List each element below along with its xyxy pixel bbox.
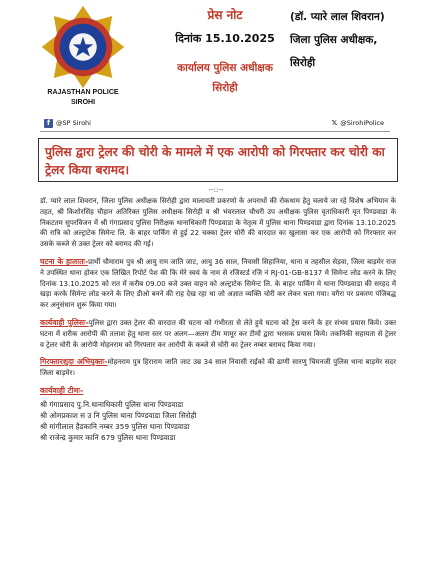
header-divider <box>40 131 390 132</box>
social-bar <box>44 116 384 130</box>
office-line2: सिरोही <box>212 82 238 94</box>
date-label: दिनांक <box>175 32 202 45</box>
facebook-icon: f <box>44 119 53 128</box>
intro-paragraph: डॉ. प्यारे लाल शिवरान, जिला पुलिस अधीक्षक सिरोही द्वारा मालायती प्रकरणो के अपराधों की रोकथाम हेतु चलाये जा रहे विशेष अभियान के तहत, श्री किशोरसिंह चौहान अतिरिक्त पुलिस अधीक्षक सिरोही व श्री भंवरलाल चौधरी उप अधीक्षक पुलिस वृताधिकारी वृत पिण्डवाडा के निकटतम सुपरविजन में श्री गंगाप्रसाद पुलिस निरीक्षक थानाधिकारी पिण्डवाडा के नेतृत्व में पुलिस थाना पिण्डवाडा द्वारा दिनांक 13.10.2025 की रात्रि को अल्ट्राटेक सिमेन्ट लि. के बाहर पार्किंग से हुई 22 चक्का ट्रेलर चोरी की वारदात का खुलासा कर एक आरोपी को गिरफ्तार कर उसके कब्जे से उक्त ट्रेलर को बरामद की गई। <box>40 197 396 249</box>
rajasthan-police-logo-icon <box>40 4 126 90</box>
action-paragraph <box>40 318 396 350</box>
date-value: 15.10.2025 <box>205 32 275 45</box>
org-name-line2: SIROHI <box>70 99 96 106</box>
officer-location: सिरोही <box>290 57 316 69</box>
arrested-text: मोहनराम पुत्र हिराराम जाति जाट उम्र 34 साल निवासी राईको की ढाणी सारणु चिमनजी पुलिस थाना बाड़मेर सदर जिला बाड़मेर। <box>40 358 396 378</box>
facebook-link[interactable] <box>44 119 91 128</box>
org-name <box>8 88 158 108</box>
team-heading: कार्यवाही टीमः- <box>40 385 84 395</box>
press-note-body <box>40 196 396 444</box>
headline: पुलिस द्वारा ट्रेलर की चोरी के मामले में एक आरोपी को गिरफ्तार कर चोरी का ट्रेलर किया बरामद। <box>38 138 398 182</box>
team-member: श्री गंगाप्रसाद पु.नि.थानाधिकारी पुलिस थाना पिण्डवाडा <box>40 399 184 409</box>
officer-block <box>290 6 432 75</box>
x-handle: @SirohiPolice <box>340 119 384 127</box>
incident-text: प्रार्थी चौमाराम पुत्र श्री आयु राम जाति जाट, आयु 36 साल, निवासी सिहानिया, थाना व तहसील सेड़वा, जिला बाड़मेर राज ने उपस्थित थाना होकर एक लिखित रिपोर्ट पेश की कि मेरे स्वयं के नाम से रजिस्टर्ड रजि नं RJ-01-GB-8137 मे सिमेन्ट लोड करने के लिए दिनांक 13.10.2025 को रात में करीब 09.00 बजे उक्त वाहन को अल्ट्राटेक सिमेन्ट लि. के बाहर पार्किंग मे थाना पिण्डवाडा की सरहद में खड़ा करके सिमेन्ट लोड करने के लिए डीओ बनने की राह देख रहा था जो अज्ञात व्यक्ति चोरी कर लेकर चला गया। वगैरा पर प्रकरण पंजिबद्ध कर अनुसंधान शुरू किया गया। <box>40 257 396 310</box>
team-section <box>40 386 396 444</box>
press-date <box>160 31 290 46</box>
x-link[interactable] <box>332 119 384 127</box>
section-divider: --::-- <box>208 186 224 194</box>
team-member: श्री ओमप्रकाश स उ नि पुलिस थाना पिण्डवाडा जिला सिरोही <box>40 410 197 420</box>
press-note-header <box>0 0 432 138</box>
officer-name: (डॉ. प्यारे लाल शिवरान) <box>290 11 385 23</box>
action-text: पुलिस द्वारा उक्त ट्रेलर की वारदात की घटना को गंभीरता से लेते हुये घटना को ट्रेस करने के हर संभव प्रयास किये। उक्त घटना में शरीक आरोपी की तलाश हेतु थाना स्तर पर अलग—अलग टीम मामूर कर टीमों द्वारा भरसक प्रयास किये। तकनिकी सहायता से ट्रेलर व ट्रेलर चोरी के आरोपी मोहनराम को गिरफ्तार कर आरोपी के कब्जे से चोरी का ट्रेलर नम्बर बरामद किया गया। <box>40 318 396 349</box>
team-member: श्री मांगीलाल हैडकानि नम्बर 359 पुलिस थाना पिण्डवाडा <box>40 422 190 432</box>
incident-paragraph <box>40 257 396 311</box>
office-line1: कार्यालय पुलिस अधीक्षक <box>177 62 273 74</box>
incident-heading: घटना के हालातः- <box>40 256 89 266</box>
issuing-office <box>160 58 290 98</box>
arrested-paragraph <box>40 357 396 379</box>
team-list <box>40 399 396 444</box>
action-heading: कार्यवाही पुलिसः- <box>40 317 89 327</box>
press-note-title: प्रेस नोट <box>207 8 243 22</box>
officer-title: जिला पुलिस अधीक्षक, <box>290 34 378 46</box>
arrested-heading: गिरफ्तारशुदा अभियुक्तः- <box>40 357 108 367</box>
x-logo-icon: 𝕏 <box>331 119 338 127</box>
press-note-title-block <box>160 6 290 98</box>
org-name-line1: RAJASTHAN POLICE <box>47 89 119 96</box>
facebook-handle: @SP Sirohi <box>56 119 91 127</box>
team-member: श्री राजेन्द्र कुमार कानि 679 पुलिस थाना पिण्डवाडा <box>40 433 176 443</box>
